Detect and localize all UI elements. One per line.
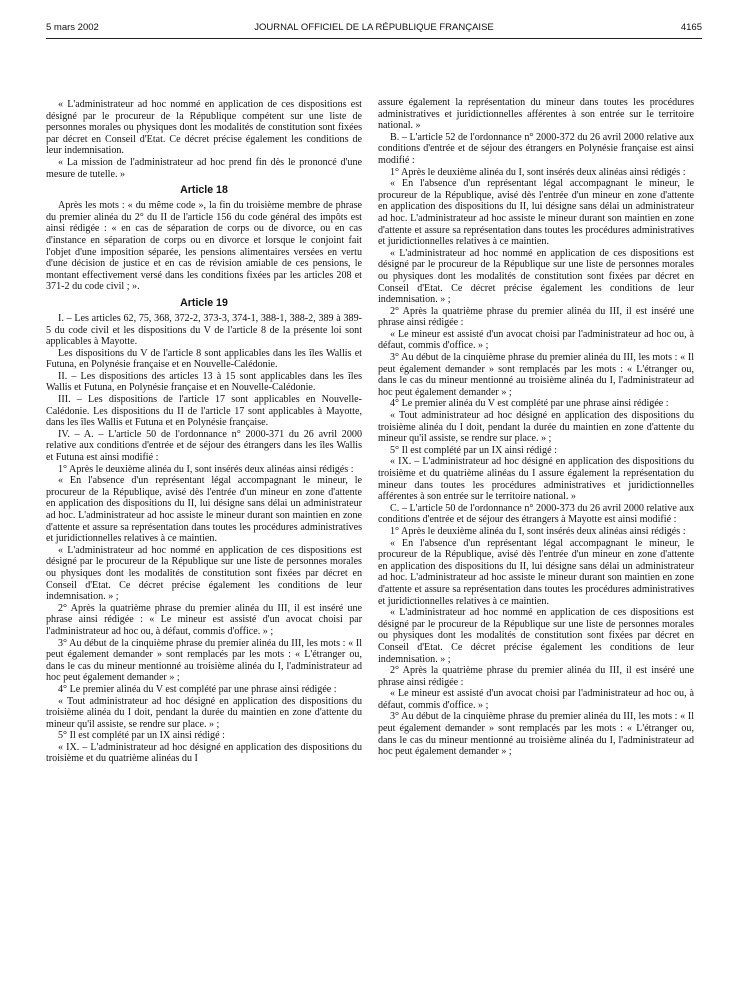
page-header bbox=[46, 22, 702, 38]
header-page-number: 4165 bbox=[680, 22, 702, 33]
paragraph: assure également la représentation du mineur dans toutes les procédures administratives et juridictionnelles afférentes à son entrée sur le territoire national. » bbox=[378, 97, 694, 132]
paragraph: 5° Il est complété par un IX ainsi rédigé : bbox=[390, 444, 557, 456]
article-heading: Article 18 bbox=[180, 184, 228, 197]
paragraph: 1° Après le deuxième alinéa du I, sont insérés deux alinéas ainsi rédigés : bbox=[390, 525, 686, 537]
paragraph: « En l'absence d'un représentant légal accompagnant le mineur, le procureur de la République, avisé dès l'entrée d'un mineur en zone d'attente en application des dispositions du II, lui désigne sans délai un administrateur ad hoc. L'administrateur ad hoc assiste le mineur durant son maintien en zone d'attente et assure sa représentation dans toutes les procédures administratives et juridictionnelles relatives à ce maintien. bbox=[378, 178, 694, 248]
paragraph: 3° Au début de la cinquième phrase du premier alinéa du III, les mots : « Il peut également demander » sont remplacés par les mots : « L'étranger ou, dans le cas du mineur mentionné au troisième alinéa du I, l'administrateur ad hoc peut également demander » ; bbox=[378, 352, 694, 398]
paragraph: « En l'absence d'un représentant légal accompagnant le mineur, le procureur de la République, avisé dès l'entrée d'un mineur en zone d'attente en application des dispositions du II, lui désigne sans délai un administrateur ad hoc. L'administrateur ad hoc assiste le mineur durant son maintien en zone d'attente et assure sa représentation dans toutes les procédures administratives et juridictionnelles relatives à ce maintien. bbox=[378, 537, 694, 607]
paragraph: 2° Après la quatrième phrase du premier alinéa du III, il est inséré une phrase ainsi rédigée : bbox=[378, 665, 694, 688]
paragraph: 2° Après la quatrième phrase du premier alinéa du III, il est inséré une phrase ainsi rédigée : « Le mineur est assisté d'un avocat choisi par l'administrateur ad hoc ou, à défaut, commis d'office. » ; bbox=[46, 602, 362, 637]
paragraph: « Le mineur est assisté d'un avocat choisi par l'administrateur ad hoc ou, à défaut, commis d'office. » ; bbox=[378, 328, 694, 352]
paragraph: « Le mineur est assisté d'un avocat choisi par l'administrateur ad hoc ou, à défaut, commis d'office. » ; bbox=[378, 688, 694, 711]
header-rule bbox=[46, 38, 702, 39]
paragraph: « Tout administrateur ad hoc désigné en application des dispositions du troisième alinéa du I doit, pendant la durée du maintien en zone d'attente du mineur qu'il assiste, se rendre sur place. » ; bbox=[378, 410, 694, 445]
paragraph: « L'administrateur ad hoc nommé en application de ces dispositions est désigné par le procureur de la République sur une liste de personnes morales ou physiques dont les modalités de constitution sont fixées par décret en Conseil d'Etat. Ce décret précise également les conditions de leur indemnisation. » ; bbox=[378, 607, 694, 665]
paragraph: « L'administrateur ad hoc nommé en application de ces dispositions est désigné par le procureur de la République sur une liste de personnes morales ou physiques dont les modalités de constitution sont fixées par décret en Conseil d'Etat. Ce décret précise également les conditions de leur indemnisation. » ; bbox=[46, 544, 362, 603]
paragraph: I. – Les articles 62, 75, 368, 372-2, 373-3, 374-1, 388-1, 388-2, 389 à 389-5 du code civil et les dispositions du V de l'article 8 de la présente loi sont applicables à Mayotte. bbox=[46, 312, 362, 348]
paragraph: 1° Après le deuxième alinéa du I, sont insérés deux alinéas ainsi rédigés : bbox=[58, 463, 354, 475]
paragraph: « IX. – L'administrateur ad hoc désigné en application des dispositions du troisième et du quatrième alinéas du I bbox=[46, 741, 362, 765]
paragraph: III. – Les dispositions de l'article 17 sont applicables en Nouvelle-Calédonie. Les dispositions du II de l'article 17 sont applicables à Mayotte, dans les îles Wallis et Futuna et en Polynésie française. bbox=[46, 394, 362, 429]
paragraph: 3° Au début de la cinquième phrase du premier alinéa du III, les mots : « Il peut également demander » sont remplacés par les mots : « L'étranger ou, dans le cas du mineur mentionné au troisième alinéa du I, l'administrateur ad hoc peut également demander » ; bbox=[46, 637, 362, 684]
paragraph: IV. – A. – L'article 50 de l'ordonnance n° 2000-371 du 26 avril 2000 relative aux conditions d'entrée et de séjour des étrangers dans les îles Wallis et Futuna est ainsi modifié : bbox=[46, 428, 362, 464]
paragraph: B. – L'article 52 de l'ordonnance n° 2000-372 du 26 avril 2000 relative aux conditions d'entrée et de séjour des étrangers en Polynésie française est ainsi modifié : bbox=[378, 131, 694, 166]
header-date: 5 mars 2002 bbox=[46, 22, 99, 33]
paragraph: 5° Il est complété par un IX ainsi rédigé : bbox=[58, 730, 225, 742]
right-column bbox=[378, 97, 694, 758]
paragraph: « L'administrateur ad hoc nommé en application de ces dispositions est désigné par le procureur de la République sur une liste de personnes morales ou physiques dont les modalités de constitution sont fixées par décret en Conseil d'Etat. Ce décret précise également les conditions de leur indemnisation. » ; bbox=[378, 247, 694, 306]
paragraph: « IX. – L'administrateur ad hoc désigné en application des dispositions du troisième et du quatrième alinéas du I assure également la représentation du mineur dans toutes les procédures administratives et juridictionnelles afférentes à son entrée sur le territoire national. » bbox=[378, 456, 694, 503]
paragraph: 4° Le premier alinéa du V est complété par une phrase ainsi rédigée : bbox=[390, 398, 669, 410]
header-title: JOURNAL OFFICIEL DE LA RÉPUBLIQUE FRANÇAISE bbox=[254, 22, 494, 33]
paragraph: II. – Les dispositions des articles 13 à 15 sont applicables dans les îles Wallis et Futuna, en Polynésie française et en Nouvelle-Calédonie. bbox=[46, 370, 362, 394]
paragraph: 2° Après la quatrième phrase du premier alinéa du III, il est inséré une phrase ainsi rédigée : bbox=[378, 305, 694, 329]
paragraph: 3° Au début de la cinquième phrase du premier alinéa du III, les mots : « Il peut également demander » sont remplacés par les mots : « L'étranger ou, dans le cas du mineur mentionné au troisième alinéa du I, l'administrateur ad hoc peut également demander » ; bbox=[378, 711, 694, 758]
paragraph: « L'administrateur ad hoc nommé en application de ces dispositions est désigné par le procureur de la République compétent sur une liste de personnes morales ou physiques dont les modalités de constitution sont fixées par décret en Conseil d'Etat. Ce décret précise également les conditions de leur indemnisation. bbox=[46, 99, 362, 157]
paragraph: « La mission de l'administrateur ad hoc prend fin dès le prononcé d'une mesure de tutelle. » bbox=[46, 156, 362, 180]
left-column bbox=[46, 99, 362, 765]
paragraph: Après les mots : « du même code », la fin du troisième membre de phrase du premier alinéa du 2° du II de l'article 156 du code général des impôts est ainsi rédigée : « en cas de séparation de corps ou de divorce, ou en cas d'instance en séparation de corps ou en divorce et lorsque le conjoint fait l'objet d'une imposition séparée, les pensions alimentaires versées en vertu d'une décision de justice et en cas de révision amiable de ces pensions, le montant effectivement versé dans les conditions fixées par les articles 208 et 371-2 du code civil ; ». bbox=[46, 200, 362, 293]
paragraph: « Tout administrateur ad hoc désigné en application des dispositions du troisième alinéa du I doit, pendant la durée du maintien en zone d'attente du mineur qu'il assiste, se rendre sur place. » ; bbox=[46, 695, 362, 730]
paragraph: 1° Après le deuxième alinéa du I, sont insérés deux alinéas ainsi rédigés : bbox=[390, 166, 686, 178]
paragraph: Les dispositions du V de l'article 8 sont applicables dans les îles Wallis et Futuna, en Polynésie française et en Nouvelle-Calédonie. bbox=[46, 347, 362, 371]
paragraph: C. – L'article 50 de l'ordonnance n° 2000-373 du 26 avril 2000 relative aux conditions d'entrée et de séjour des étrangers à Mayotte est ainsi modifié : bbox=[378, 502, 694, 526]
paragraph: « En l'absence d'un représentant légal accompagnant le mineur, le procureur de la République, avisé dès l'entrée d'un mineur en zone d'attente en application des dispositions du II, lui désigne sans délai un administrateur ad hoc. L'administrateur ad hoc assiste le mineur durant son maintien en zone d'attente et assure sa représentation dans toutes les procédures administratives et juridictionnelles relatives à ce maintien. bbox=[46, 475, 362, 545]
article-heading: Article 19 bbox=[180, 296, 228, 309]
paragraph: 4° Le premier alinéa du V est complété par une phrase ainsi rédigée : bbox=[58, 683, 337, 695]
